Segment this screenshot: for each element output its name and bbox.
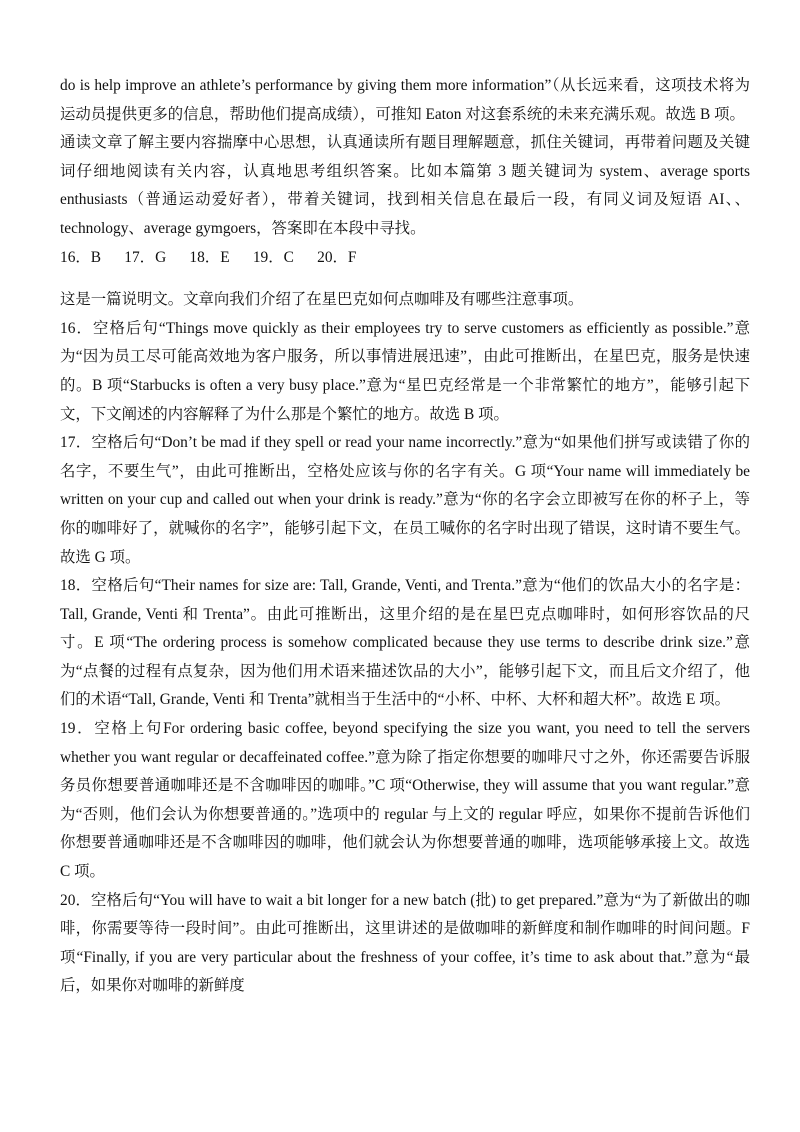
explanation-q20: 20．空格后句“You will have to wait a bit longer for a new batch (批) to get prepared.”意为“为了新做出的咖啡，你需要等待一段时间”。由此可推断出，这里讲述的是做咖啡的新鲜度和制作咖啡的时间问题。F 项“Finally, if you are very particular about the freshness of your coffee, it’s time to ask about that.”意为“最后，如果你对咖啡的新鲜度	[60, 891, 750, 995]
explanation-q19: 19．空格上句For ordering basic coffee, beyond specifying the size you want, you need to tell the servers whether you want regular or decaffeinated coffee.”意为除了指定你想要的咖啡尺寸之外，你还需要告诉服务员你想要普通咖啡还是不含咖啡因的咖啡。”C 项“Otherwise, they will assume that you want regular.”意为“否则，他们会认为你想要普通的。”选项中的 regular 与上文的 regular 呼应，如果你不提前告诉他们你想要普通咖啡还是不含咖啡因的咖啡，他们就会认为你想要普通的咖啡，选项能够承接上文。故选 C 项。	[60, 720, 750, 881]
explanation-q18: 18．空格后句“Their names for size are: Tall, Grande, Venti, and Trenta.”意为“他们的饮品大小的名字是：Tall, Grande, Venti 和 Trenta”。由此可推断出，这里介绍的是在星巴克点咖啡时，如何形容饮品的尺寸。E 项“The ordering process is somehow complicated because they use terms to describe drink size.”意为“点餐的过程有点复杂，因为他们用术语来描述饮品的大小”，能够引起下文，而且后文介绍了，他们的术语“Tall, Grande, Venti 和 Trenta”就相当于生活中的“小杯、中杯、大杯和超大杯”。故选 E 项。	[60, 577, 750, 709]
answer-key-line: 16．B 17．G 18．E 19．C 20．F	[60, 248, 357, 266]
explanation-q16: 16．空格后句“Things move quickly as their employees try to serve customers as efficiently as possible.”意为“因为员工尽可能高效地为客户服务，所以事情进展迅速”，由此可推断出，在星巴克，服务是快速的。B 项“Starbucks is often a very busy place.”意为“星巴克经常是一个非常繁忙的地方”，能够引起下文，下文阐述的内容解释了为什么那是个繁忙的地方。故选 B 项。	[60, 319, 750, 423]
paragraph-eaton-conclusion: do is help improve an athlete’s performance by giving them more information”（从长远来看，这项技术将为运动员提供更多的信息，帮助他们提高成绩），可推知 Eaton 对这套系统的未来充满乐观。故选 B 项。	[60, 77, 750, 123]
document-page	[60, 72, 750, 1001]
paragraph-reading-strategy: 通读文章了解主要内容揣摩中心思想，认真通读所有题目理解题意，抓住关键词，再带着问题及关键词仔细地阅读有关内容，认真地思考组织答案。比如本篇第 3 题关键词为 system、average sports enthusiasts（普通运动爱好者），带着关键词，找到相关信息在最后一段，有同义词及短语 AI、、technology、average gymgoers，答案即在本段中寻找。	[60, 134, 750, 237]
paragraph-passage-intro: 这是一篇说明文。文章向我们介绍了在星巴克如何点咖啡及有哪些注意事项。	[60, 291, 584, 309]
explanation-q17: 17．空格后句“Don’t be mad if they spell or read your name incorrectly.”意为“如果他们拼写或读错了你的名字，不要生气”，由此可推断出，空格处应该与你的名字有关。G 项“Your name will immediately be written on your cup and called out when your drink is ready.”意为“你的名字会立即被写在你的杯子上，等你的咖啡好了，就喊你的名字”，能够引起下文，在员工喊你的名字时出现了错误，这时请不要生气。故选 G 项。	[60, 434, 750, 566]
